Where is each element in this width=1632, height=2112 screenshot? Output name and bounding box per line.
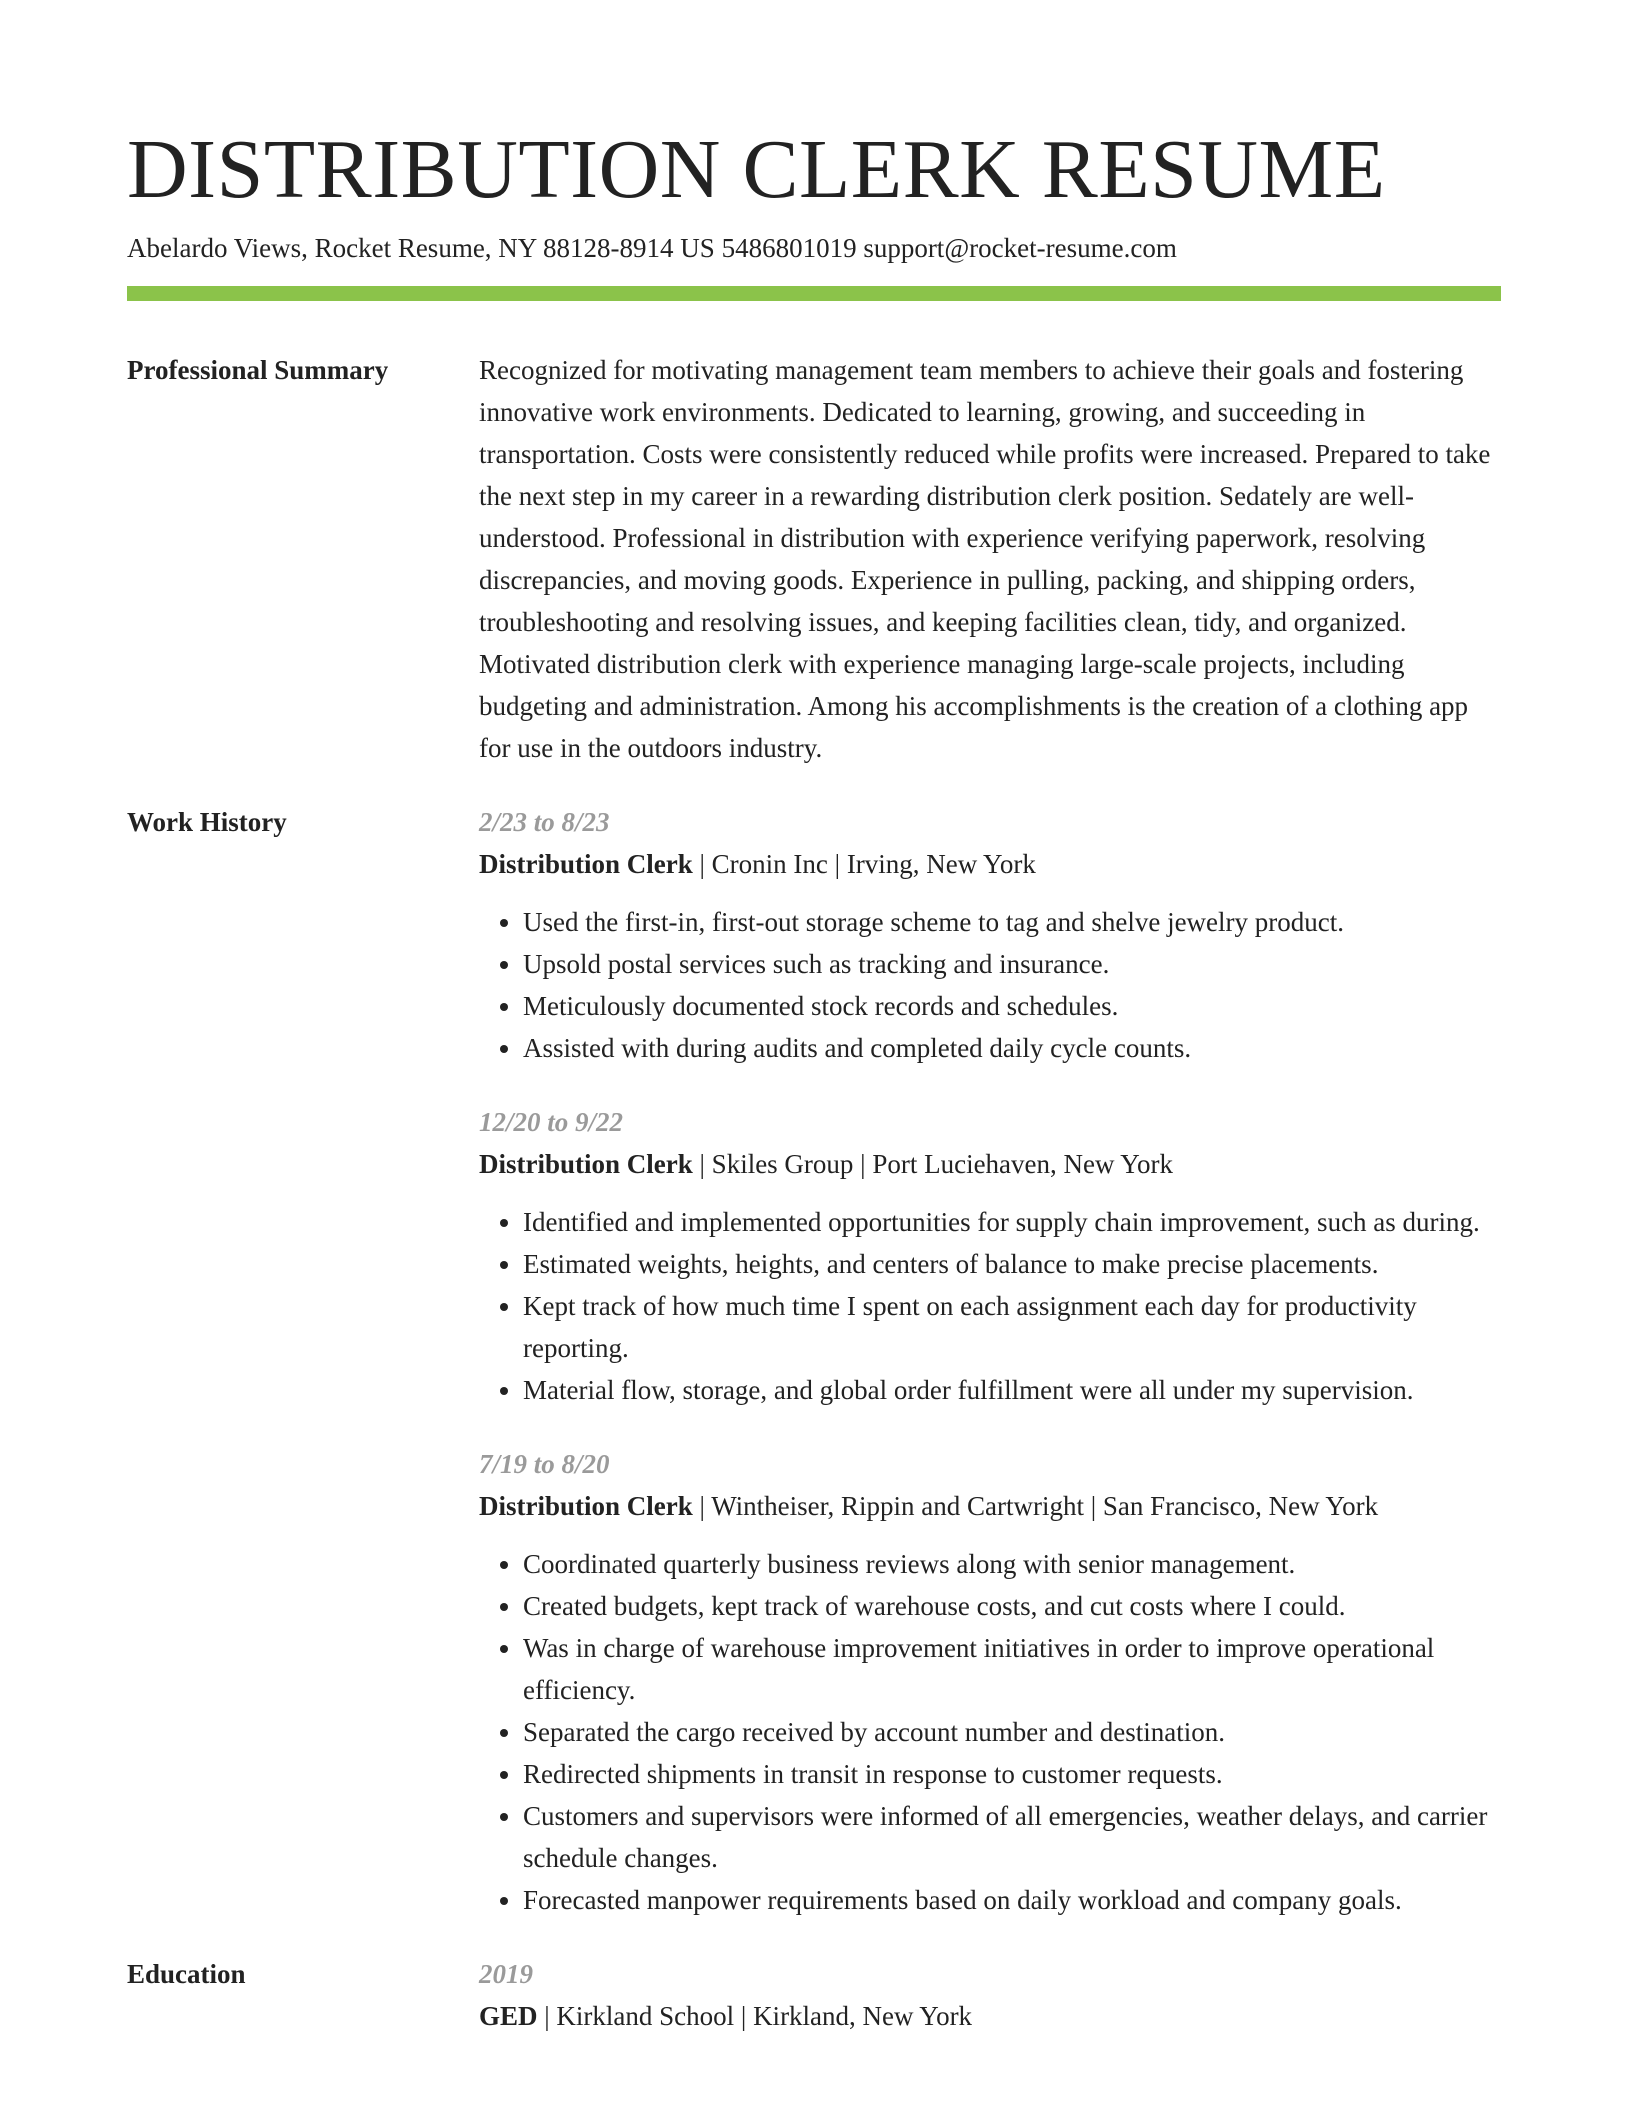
education-year: 2019 [479,1959,533,1989]
professional-summary-section [127,349,1501,769]
education-body [479,1953,1501,2037]
resume-title: DISTRIBUTION CLERK RESUME [127,123,1386,216]
contact-line [127,230,1501,266]
job-bullet: • Identified and implemented opportunities for supply chain improvement, such as during. [523,1201,1501,1243]
job-bullet: • Separated the cargo received by account number and destination. [523,1711,1501,1753]
separator [828,849,847,879]
resume-page [127,118,1501,2037]
job-bullet: • Redirected shipments in transit in response to customer requests. [523,1753,1501,1795]
contact-email: support@rocket-resume.com [863,233,1177,263]
work-history-body [479,801,1501,1921]
job-bullets [479,1543,1501,1921]
job-company: Cronin Inc [711,849,828,879]
job-title: Distribution Clerk [479,849,693,879]
separator [734,2001,753,2031]
separator [693,1149,712,1179]
separator [853,1149,872,1179]
section-label-work-history: Work History [127,807,287,837]
job-bullet: • Coordinated quarterly business reviews along with senior management. [523,1543,1501,1585]
education-location: Kirkland, New York [753,2001,973,2031]
education-heading [479,1995,1501,2037]
accent-divider [127,286,1501,301]
job-company: Wintheiser, Rippin and Cartwright [711,1491,1084,1521]
job-entry [479,1101,1501,1411]
job-heading [479,843,1501,885]
job-bullet: • Created budgets, kept track of warehouse costs, and cut costs where I could. [523,1585,1501,1627]
work-history-section [127,801,1501,1921]
separator [693,1491,711,1521]
job-title: Distribution Clerk [479,1491,693,1521]
job-bullet: • Customers and supervisors were informed of all emergencies, weather delays, and carrier schedule changes. [523,1795,1501,1879]
job-location: Irving, New York [846,849,1036,879]
job-bullet: • Forecasted manpower requirements based on daily workload and company goals. [523,1879,1501,1921]
job-bullet: • Material flow, storage, and global order fulfillment were all under my supervision. [523,1369,1501,1411]
education-section [127,1953,1501,2037]
summary-body [479,349,1501,769]
separator [1084,1491,1103,1521]
education-school: Kirkland School [556,2001,735,2031]
separator [538,2001,557,2031]
job-location: Port Luciehaven, New York [872,1149,1174,1179]
job-bullet: • Upsold postal services such as tracking and insurance. [523,943,1501,985]
job-bullet: • Assisted with during audits and completed daily cycle counts. [523,1027,1501,1069]
job-entry [479,1443,1501,1921]
job-entry [479,801,1501,1069]
resume-header [127,118,1501,301]
section-label-education: Education [127,1959,246,1989]
job-dates: 12/20 to 9/22 [479,1107,624,1137]
job-bullet: • Meticulously documented stock records and schedules. [523,985,1501,1027]
job-title: Distribution Clerk [479,1149,693,1179]
job-bullet: • Estimated weights, heights, and centers of balance to make precise placements. [523,1243,1501,1285]
job-bullets [479,1201,1501,1411]
job-bullet: • Was in charge of warehouse improvement initiatives in order to improve operational efficiency. [523,1627,1501,1711]
contact-address: Abelardo Views, Rocket Resume, NY 88128-8914 US [127,233,715,263]
job-dates: 2/23 to 8/23 [479,807,610,837]
job-heading [479,1143,1501,1185]
job-dates: 7/19 to 8/20 [479,1449,610,1479]
job-bullet: • Used the first-in, first-out storage scheme to tag and shelve jewelry product. [523,901,1501,943]
contact-phone: 5486801019 [721,233,857,263]
section-label-summary: Professional Summary [127,355,389,385]
education-entry [479,1953,1501,2037]
summary-text: Recognized for motivating management team members to achieve their goals and fostering innovative work environments. Dedicated to learning, growing, and succeeding in transportation. Costs were consistently reduced while profits were increased. Prepared to take the next step in my career in a rewarding distribution clerk position. Sedately are well-understood. Professional in distribution with experience verifying paperwork, resolving discrepancies, and moving goods. Experience in pulling, packing, and shipping orders, troubleshooting and resolving issues, and keeping facilities clean, tidy, and organized. Motivated distribution clerk with experience managing large-scale projects, including budgeting and administration. Among his accomplishments is the creation of a clothing app for use in the outdoors industry. [479,355,1491,763]
education-degree: GED [479,2001,538,2031]
job-bullets [479,901,1501,1069]
job-heading [479,1485,1501,1527]
separator [693,849,712,879]
job-company: Skiles Group [711,1149,854,1179]
job-bullet: • Kept track of how much time I spent on each assignment each day for productivity reporting. [523,1285,1501,1369]
job-location: San Francisco, New York [1102,1491,1379,1521]
